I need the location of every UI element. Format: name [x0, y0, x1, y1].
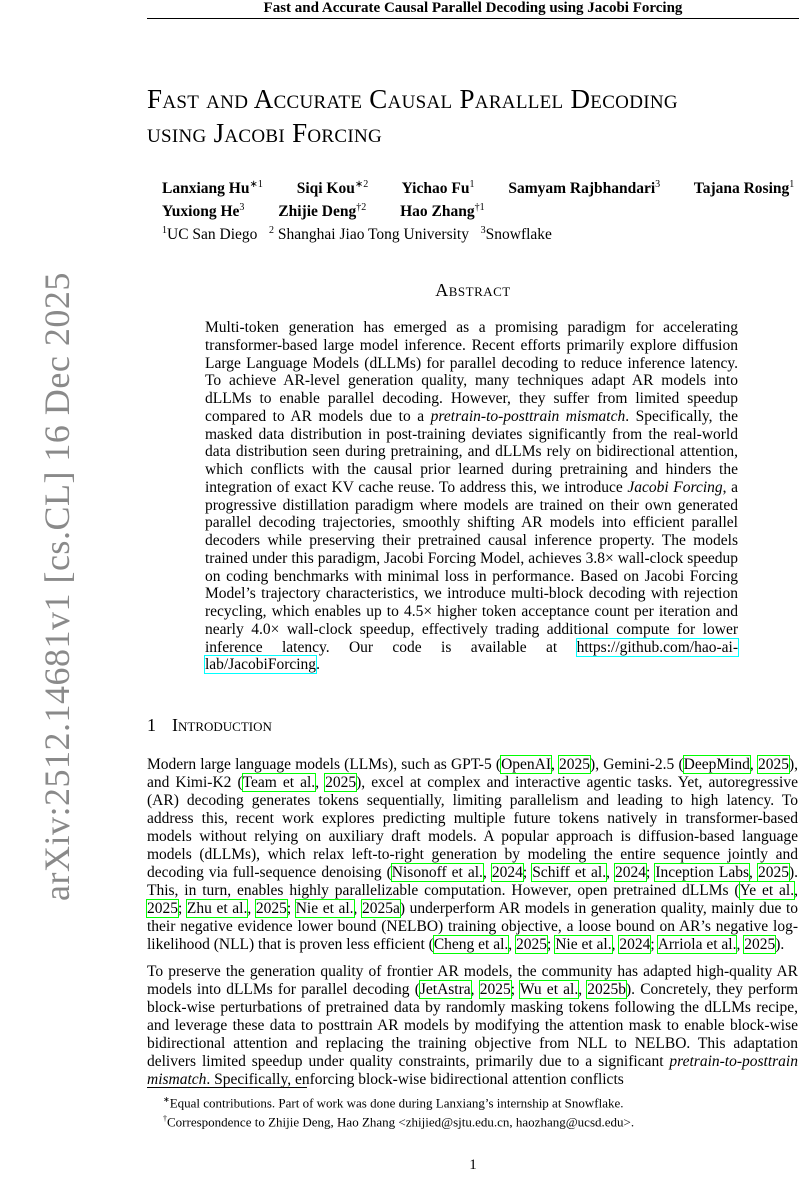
- citation-link[interactable]: Inception Labs: [655, 864, 750, 881]
- citation-link[interactable]: 2025: [147, 900, 178, 917]
- emphasis-text: pretrain-to-posttrain mismatch: [430, 407, 626, 425]
- body-text: Multi-token generation has emerged as a promising paradigm for accelerating transformer-based large model inference. Recent efforts primarily explore diffusion Large Language Models (dLLMs) for parallel decoding to reduce inference latency. To achieve AR-level generation quality, many techniques adapt AR models into dLLMs to enable parallel decoding. However, they suffer from limited speedup compared to AR models due to a: [205, 319, 738, 425]
- citation-link[interactable]: 2025: [757, 756, 789, 773]
- footnote: [163, 1092, 624, 1110]
- affiliations: [162, 221, 794, 244]
- author-name: Tajana Rosing: [693, 180, 790, 198]
- author-affil-mark: 3: [655, 179, 661, 190]
- body-text: ,: [353, 900, 363, 917]
- body-text: , a progressive distillation paradigm where models are trained on their own generated parallel decoding trajectories, smoothly shifting AR models into efficient parallel decoders while preserving their pretrained causal inference property. The models trained under this paradigm, Jacobi Forcing Model, achieves 3.8× wall-clock speedup on coding benchmarks with minimal loss in performance. Based on Jacobi Forcing Model’s trajectory characteristics, we introduce multi-block decoding with rejection recycling, which enables up to 4.5× higher token acceptance count per iteration and nearly 4.0× wall-clock speedup, effectively trading additional compute for lower inference latency. Our code is available at: [205, 478, 738, 656]
- citation-link[interactable]: 2025: [325, 774, 357, 791]
- body-text: ,: [736, 936, 745, 953]
- author-affil-mark: 3: [239, 202, 245, 214]
- citation-link[interactable]: 2024: [619, 936, 651, 953]
- abstract-heading: Abstract: [435, 280, 511, 300]
- citation-link[interactable]: JetAstra: [419, 981, 471, 998]
- title-line-1: Fast and Accurate Causal Parallel Decoding: [147, 84, 678, 114]
- body-text: .: [316, 656, 320, 674]
- author-affil-mark: 1: [469, 179, 475, 190]
- body-text: ,: [578, 981, 588, 998]
- author: [402, 180, 475, 197]
- affil-mark: 3: [480, 225, 486, 237]
- citation-link[interactable]: 2025: [479, 981, 511, 998]
- author-affil-mark: †2: [356, 202, 367, 214]
- body-text: ).: [775, 936, 785, 953]
- body-text: ;: [522, 864, 533, 881]
- author: [297, 180, 369, 197]
- author-name: Zhijie Deng: [278, 203, 357, 221]
- author: [694, 180, 794, 197]
- author-name: Yichao Fu: [401, 180, 470, 198]
- body-text: ,: [606, 864, 615, 881]
- citation-link[interactable]: OpenAI: [501, 756, 551, 773]
- body-text: ), Gemini-2.5 (: [590, 756, 684, 773]
- footnote: [163, 1111, 634, 1129]
- author-affil-mark: †1: [474, 202, 485, 214]
- body-text: ,: [611, 936, 620, 953]
- citation-link[interactable]: Cheng et al.: [433, 936, 509, 953]
- section-heading: [147, 715, 272, 736]
- author-affil-mark: ∗1: [249, 179, 263, 190]
- author: [508, 180, 660, 197]
- section-number: 1: [147, 715, 156, 735]
- footnote-text: Correspondence to Zhijie Deng, Hao Zhang <zhijied@sjtu.edu.cn, haozhang@ucsd.edu>.: [167, 1114, 635, 1130]
- citation-link[interactable]: 2025: [757, 864, 789, 881]
- citation-link[interactable]: 2025: [559, 756, 591, 773]
- footnote-mark: ∗: [163, 1095, 170, 1104]
- body-text: ,: [508, 936, 517, 953]
- body-text: ), and Kimi-K2 (: [147, 756, 799, 791]
- footnote-mark: †: [163, 1114, 167, 1123]
- citation-link[interactable]: 2024: [491, 864, 523, 881]
- body-text: To preserve the generation quality of frontier AR models, the community has adapted high-quality AR models into dLLMs for parallel decoding (: [147, 963, 798, 998]
- body-text: ;: [646, 864, 656, 881]
- intro-paragraph-2: [147, 963, 798, 1089]
- affiliation: UC San Diego: [167, 226, 258, 244]
- code-url-link[interactable]: https://github.com/hao-ai-lab/JacobiForcing: [205, 638, 738, 674]
- body-text: ,: [247, 900, 256, 917]
- footnote-divider: [147, 1087, 307, 1088]
- author-row-2: [162, 198, 794, 221]
- author-name: Yuxiong He: [162, 203, 240, 221]
- author-affil-mark: 1: [789, 179, 795, 190]
- citation-link[interactable]: Zhu et al.: [186, 900, 248, 917]
- citation-link[interactable]: Schiff et al.: [532, 864, 607, 881]
- page-number: 1: [469, 1157, 477, 1173]
- citation-link[interactable]: Team et al.: [242, 774, 316, 791]
- citation-link[interactable]: 2025: [744, 936, 776, 953]
- body-text: ;: [650, 936, 658, 953]
- citation-link[interactable]: 2025: [255, 900, 287, 917]
- emphasis-text: pretrain-to-posttrain mismatch: [147, 1053, 798, 1088]
- intro-paragraph-1: [147, 756, 798, 954]
- author-row-1: [162, 175, 794, 198]
- body-text: ,: [749, 864, 758, 881]
- running-header: [147, 0, 799, 19]
- body-text: ,: [749, 756, 758, 773]
- citation-link[interactable]: Nie et al.: [555, 936, 612, 953]
- body-text: ,: [470, 981, 480, 998]
- paper-title: [147, 82, 678, 150]
- author-name: Samyam Rajbhandari: [508, 180, 656, 198]
- body-text: ;: [547, 936, 556, 953]
- citation-link[interactable]: DeepMind: [683, 756, 750, 773]
- affiliation: Snowflake: [485, 226, 552, 244]
- body-text: ;: [286, 900, 296, 917]
- author-affil-mark: ∗2: [354, 179, 369, 190]
- citation-link[interactable]: 2025: [516, 936, 548, 953]
- abstract-body: [205, 319, 738, 674]
- body-text: . Specifically, the masked data distribution in post-training deviates significantly from the real-world data distribution seen during pretraining, and dLLMs rely on bidirectional attention, which conflicts with the causal prior learned during pretraining and hinders the integration of exact KV cache reuse. To address this, we introduce: [205, 407, 738, 496]
- emphasis-text: Jacobi Forcing: [627, 478, 723, 496]
- author: [162, 180, 263, 197]
- body-text: ;: [510, 981, 520, 998]
- author: [278, 203, 366, 220]
- body-text: ). Concretely, they perform block-wise perturbations of pretrained data by randomly masking tokens following the dLLMs recipe, and leverage these data to posttrain AR models by modifying the attention mask to enable block-wise bidirectional attention and replacing the training objective from NLL to NELBO. This adaptation delivers limited speedup under quality constraints, primarily due to a significant: [147, 981, 799, 1070]
- body-text: ) underperform AR models in generation quality, mainly due to their negative evidence lower bound (NELBO) training objective, a loose bound on AR’s negative log-likelihood (NLL) that is proven less efficient (: [147, 900, 799, 953]
- author-name: Siqi Kou: [296, 180, 355, 198]
- body-text: ,: [315, 774, 326, 791]
- arxiv-stamp[interactable]: arXiv:2512.14681v1 [cs.CL] 16 Dec 2025: [37, 272, 77, 901]
- citation-link[interactable]: Wu et al.: [519, 981, 579, 998]
- affiliation: Shanghai Jiao Tong University: [274, 226, 469, 244]
- footnote-text: Equal contributions. Part of work was done during Lanxiang’s internship at Snowflake.: [169, 1095, 624, 1111]
- author-name: Lanxiang Hu: [162, 180, 250, 198]
- author: [400, 203, 485, 220]
- citation-link[interactable]: Nisonoff et al.: [391, 864, 483, 881]
- body-text: ;: [178, 900, 187, 917]
- affil-mark: 2: [269, 225, 275, 237]
- citation-link[interactable]: 2024: [615, 864, 646, 881]
- body-text: . Specifically, enforcing block-wise bidirectional attention conflicts: [206, 1071, 624, 1088]
- citation-link[interactable]: 2025a: [362, 900, 400, 917]
- author: [162, 203, 244, 220]
- body-text: Modern large language models (LLMs), such as GPT-5 (: [147, 756, 502, 773]
- body-text: ), excel at complex and interactive agentic tasks. Yet, autoregressive (AR) decoding generates tokens sequentially, limiting parallelism and leading to high latency. To address this, recent work explores predicting multiple future tokens natively in transformer-based models without relying on auxiliary draft models. A popular approach is diffusion-based language models (dLLMs), which relax left-to-right generation by modeling the entire sequence jointly and decoding via full-sequence denoising (: [147, 774, 798, 881]
- author-block: [162, 175, 794, 244]
- title-line-2: using Jacobi Forcing: [147, 118, 383, 148]
- body-text: ,: [551, 756, 560, 773]
- citation-link[interactable]: Nie et al.: [295, 900, 354, 917]
- citation-link[interactable]: Arriola et al.: [657, 936, 737, 953]
- affil-mark: 1: [162, 225, 167, 237]
- body-text: ,: [482, 864, 492, 881]
- citation-link[interactable]: 2025b: [587, 981, 627, 998]
- body-text: ,: [794, 882, 798, 899]
- body-text: ). This, in turn, enables highly parallelizable computation. However, open pretrained dLLMs (: [147, 864, 798, 899]
- section-title: Introduction: [172, 715, 272, 735]
- citation-link[interactable]: Ye et al.: [739, 882, 795, 899]
- running-header-text: Fast and Accurate Causal Parallel Decoding using Jacobi Forcing: [263, 0, 683, 16]
- author-name: Hao Zhang: [400, 203, 475, 221]
